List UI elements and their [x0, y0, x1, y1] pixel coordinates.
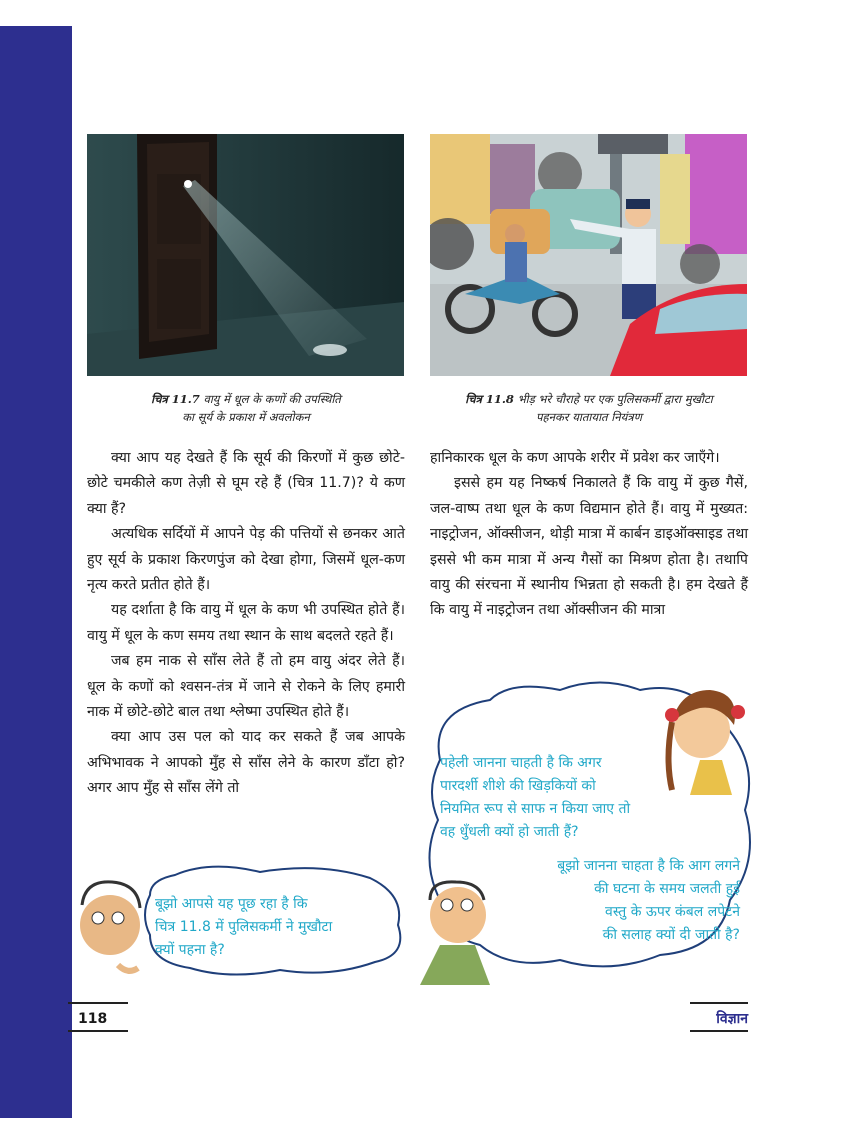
- caption-label: चित्र 11.7: [151, 392, 200, 406]
- boojho-left-question: बूझो आपसे यह पूछ रहा है कि चित्र 11.8 में पुलिसकर्मी ने मुखौटा क्यों पहना है?: [155, 896, 333, 958]
- caption-line-2: पहनकर यातायात नियंत्रण: [536, 410, 642, 424]
- subject-label: विज्ञान: [690, 1002, 748, 1032]
- paragraph: यह दर्शाता है कि वायु में धूल के कण भी उपस्थित होते हैं। वायु में धूल के कण समय तथा स्थान के साथ बदलते रहते हैं।: [87, 602, 405, 644]
- paragraph: हानिकारक धूल के कण आपके शरीर में प्रवेश कर जाएँगे।: [430, 450, 720, 466]
- paragraph: इससे हम यह निष्कर्ष निकालते हैं कि वायु में कुछ गैसें, जल-वाष्प तथा धूल के कण विद्यमान होते हैं। वायु में मुख्यत: नाइट्रोजन, ऑक्सीजन, थोड़ी मात्रा में कार्बन डाइऑक्साइड तथा इससे भी कम मात्रा में अन्य गैसों का मिश्रण होता है। तथापि वायु की संरचना में स्थानीय भिन्नता हो सकती है। हम देखते हैं कि वायु में नाइट्रोजन तथा ऑक्सीजन की मात्रा: [430, 475, 748, 619]
- caption-line-1: वायु में धूल के कणों की उपस्थिति: [203, 392, 341, 406]
- caption-label: चित्र 11.8: [465, 392, 514, 406]
- paragraph: अत्यधिक सर्दियों में आपने पेड़ की पत्तियों से छनकर आते हुए सूर्य के प्रकाश किरणपुंज को देखा होगा, जिसमें धूल-कण नृत्य करते प्रतीत होते हैं।: [87, 526, 405, 594]
- caption-line-2: का सूर्य के प्रकाश में अवलोकन: [182, 410, 310, 424]
- paheli-question: पहेली जानना चाहती है कि अगर पारदर्शी शीशे की खिड़कियों को नियमित रूप से साफ न किया जाए तो वह धुँधली क्यों हो जाती हैं?: [440, 755, 631, 840]
- paragraph: क्या आप यह देखते हैं कि सूर्य की किरणों में कुछ छोटे-छोटे चमकीले कण तेज़ी से घूम रहे हैं (चित्र 11.7)? ये कण क्या हैं?: [87, 450, 405, 517]
- boojho-left-character: [80, 882, 140, 971]
- paragraph: जब हम नाक से साँस लेते हैं तो हम वायु अंदर लेते हैं। धूल के कणों को श्वसन-तंत्र में जाने से रोकने के लिए हमारी नाक में छोटे-छोटे बाल तथा श्लेष्मा उपस्थित होते हैं।: [87, 653, 405, 721]
- page-number: 118: [68, 1002, 128, 1032]
- paheli-character: [665, 690, 745, 795]
- boojho-right-question: बूझो जानना चाहता है कि आग लगने की घटना के समय जलती हुई वस्तु के ऊपर कंबल लपेटने की सलाह क्यों दी जाती है?: [557, 858, 740, 943]
- paragraph: क्या आप उस पल को याद कर सकते हैं जब आपके अभिभावक ने आपको मुँह से साँस लेने के कारण डाँटा हो? अगर आप मुँह से साँस लेंगे तो: [87, 729, 405, 797]
- caption-line-1: भीड़ भरे चौराहे पर एक पुलिसकर्मी द्वारा मुखौटा: [517, 392, 713, 406]
